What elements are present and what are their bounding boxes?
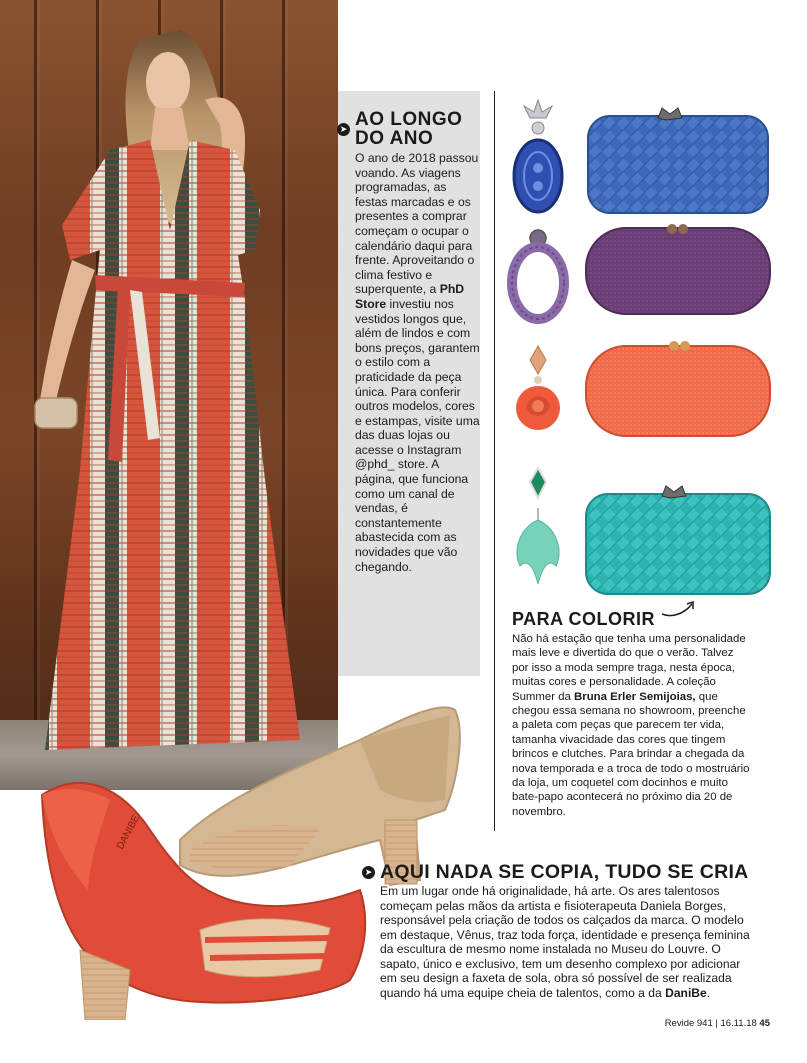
model-in-striped-dress-image [0, 0, 338, 790]
footer-separator: | [715, 1018, 718, 1029]
svg-text:DANIBE: DANIBE [114, 813, 143, 852]
aqui-body-end: . [706, 985, 711, 1000]
ao-longo-body [355, 151, 480, 574]
bruna-erler-brand: Bruna Erler Semijoias, [574, 690, 696, 703]
danibe-brand: DaniBe [665, 985, 707, 1000]
para-colorir-body-intro: Não há estação que tenha uma personalidade mais leve e divertida do que o verão. Talvez por isso a moda sempre traga, nesta época, muitas cores e personalidade. A coleção Summer da [512, 633, 746, 703]
publication-name: Revide 941 [664, 1018, 713, 1029]
para-colorir-body [512, 632, 750, 819]
para-colorir-body-rest: que chegou essa semana no showroom, preenche a paleta com peças que parecem ter vida, tamanha vivacidade das cores que tingem brincos e clutches. Para brindar a chegada da nova temporada e a troca de todo o mostruário da loja, um coquetel com docinhos e muito bate-papo acontecerá no próximo dia 20 de novembro. [512, 690, 750, 818]
earrings-and-clutches-image [490, 88, 807, 608]
aqui-body-intro: Em um lugar onde há originalidade, há arte. Os ares talentosos começam pelas mãos da artista e fisioterapeuta Daniela Borges, responsável pela criação de todos os calçados da marca. O modelo em destaque, Vênus, traz toda força, identidade e presença feminina da escultura de mesmo nome instalada no Museu do Louvre. O sapato, único e exclusivo, tem um desenho complexo por adicionar em seu design a faxeta de sola, obra só possível de ser realizada quando há uma equipe cheia de talentos, como a da [380, 884, 750, 1000]
curved-arrow-icon [660, 598, 702, 622]
arrow-right-icon: ➤ [337, 123, 350, 136]
arrow-right-icon: ➤ [362, 866, 375, 879]
ao-longo-body-rest: investiu nos vestidos longos que, além de lindos e com bons preços, garantem o estilo com a praticidade da peça única. Para conferir outros modelos, cores e estampas, visite uma das duas lojas ou acesse o Instagram @phd_ store. A página, que funciona como um canal de vendas, é constantemente abastecida com as novidades que vão chegando. [355, 296, 480, 574]
aqui-title: AQUI NADA SE COPIA, TUDO SE CRIA [380, 861, 749, 883]
aqui-body [380, 884, 752, 1000]
issue-date: 16.11.18 [720, 1018, 757, 1029]
ao-longo-body-intro: O ano de 2018 passou voando. As viagens programadas, as festas marcadas e os presentes a comprar começam o ocupar o calendário daqui para frente. Aproveitando o clima festivo e superquente, a [355, 151, 479, 297]
store-name: PhD Store [355, 282, 465, 311]
para-colorir-title: PARA COLORIR [512, 609, 655, 629]
ao-longo-title: AO LONGO DO ANO [355, 109, 463, 149]
page-number: 45 [759, 1018, 770, 1029]
page-footer [620, 1018, 770, 1030]
